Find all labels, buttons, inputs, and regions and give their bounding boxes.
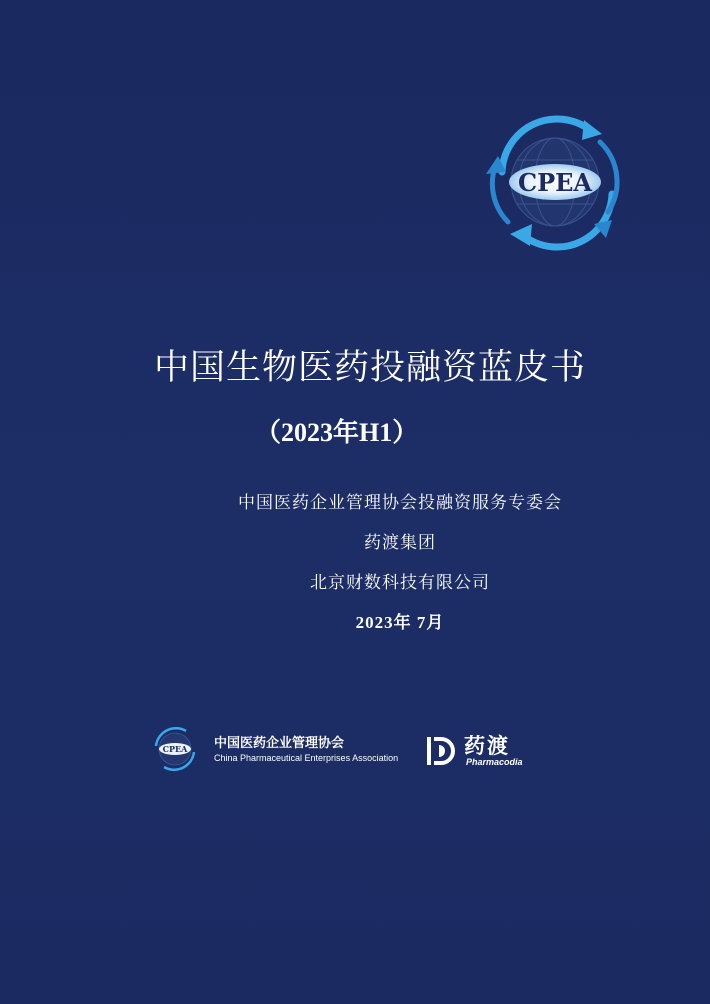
pharmacodia-name-cn: 药渡 — [464, 734, 510, 758]
pharmacodia-name-en: Pharmacodia — [466, 757, 523, 767]
publish-date: 2023年 7月 — [355, 613, 445, 632]
cpea-logo — [480, 112, 630, 252]
cpea-small-logo — [150, 724, 200, 774]
organization-line-2: 药渡集团 — [364, 533, 436, 553]
cpea-logo-text: CPEA — [517, 168, 593, 197]
cpea-small-text: CPEA — [162, 744, 188, 754]
pharmacodia-logo-icon — [425, 734, 459, 768]
organization-line-3: 北京财数科技有限公司 — [310, 573, 490, 593]
page-title: 中国生物医药投融资蓝皮书 — [153, 348, 586, 388]
association-name-en: China Pharmaceutical Enterprises Association — [214, 753, 399, 763]
footer-logos — [150, 724, 550, 774]
organization-line-1: 中国医药企业管理协会投融资服务专委会 — [238, 493, 562, 513]
association-name-cn: 中国医药企业管理协会 — [214, 736, 345, 751]
page-subtitle: （2023年H1） — [255, 418, 419, 447]
